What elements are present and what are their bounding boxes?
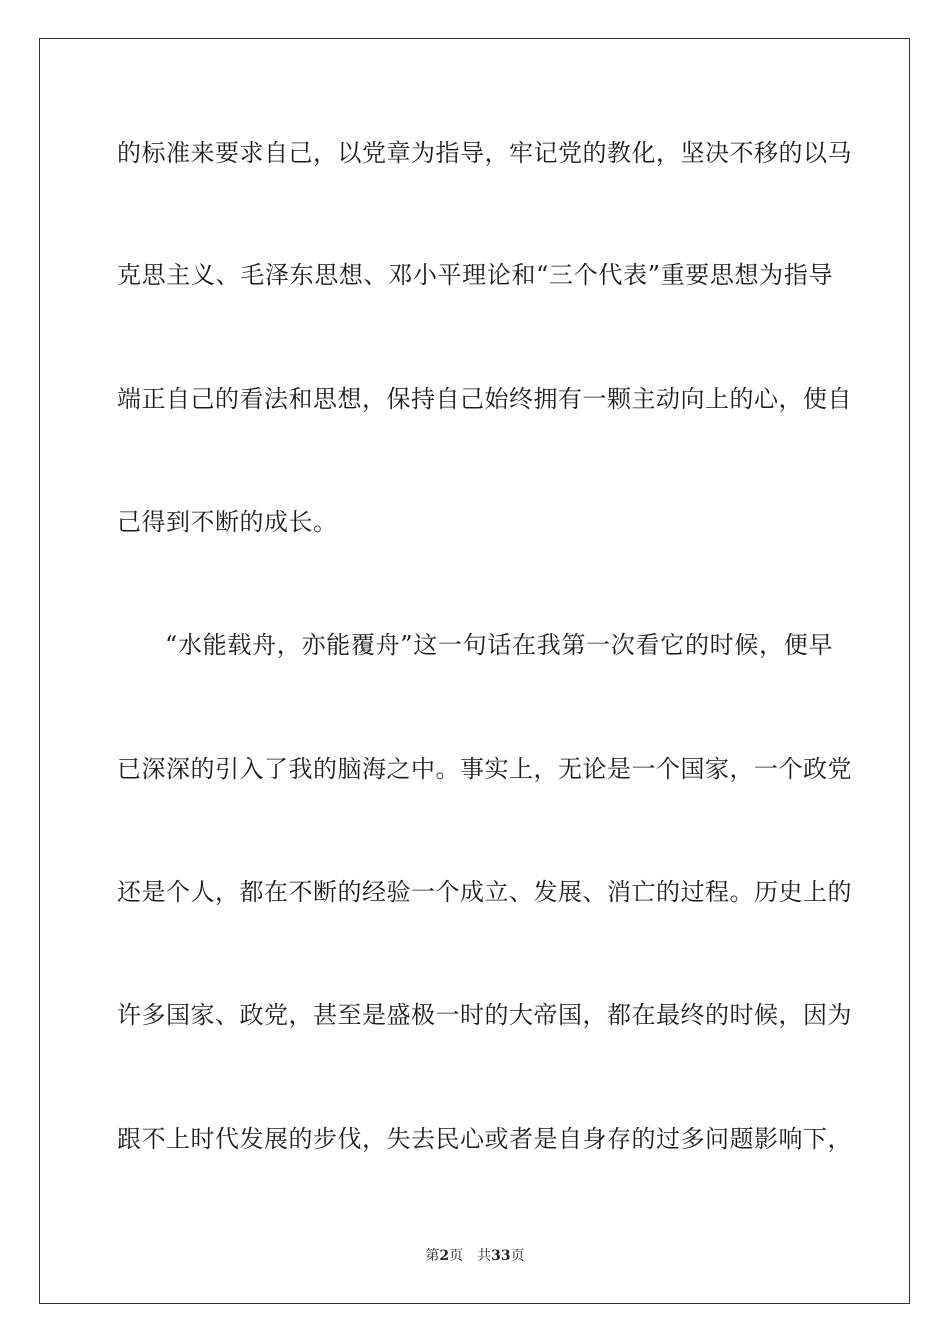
- body-text-line: 克思主义、毛泽东思想、邓小平理论和“三个代表”重要思想为指导: [117, 261, 833, 289]
- body-text-line: 还是个人，都在不断的经验一个成立、发展、消亡的过程。历史上的: [117, 878, 852, 906]
- page-suffix: 页: [449, 1248, 464, 1264]
- page-border: [39, 38, 910, 1304]
- body-text-line: 的标准来要求自己，以党章为指导，牢记党的教化，坚决不移的以马: [117, 139, 852, 167]
- total-suffix: 页: [510, 1248, 525, 1264]
- body-text-line: 许多国家、政党，甚至是盛极一时的大帝国，都在最终的时候，因为: [117, 1001, 852, 1029]
- total-prefix: 共: [477, 1248, 492, 1264]
- body-text-line: 跟不上时代发展的步伐，失去民心或者是自身存的过多问题影响下，: [117, 1125, 852, 1153]
- page-footer: [0, 1246, 950, 1266]
- paragraph-first-line: “水能载舟，亦能覆舟”这一句话在我第一次看它的时候，便早: [165, 631, 833, 659]
- body-text-line: 端正自己的看法和思想，保持自己始终拥有一颗主动向上的心，使自: [117, 385, 852, 413]
- total-pages: 33: [491, 1248, 511, 1264]
- body-text-line: 己得到不断的成长。: [117, 508, 338, 536]
- page-number: 2: [439, 1248, 450, 1264]
- body-text-line: 已深深的引入了我的脑海之中。事实上，无论是一个国家，一个政党: [117, 755, 852, 783]
- page-prefix: 第: [425, 1248, 440, 1264]
